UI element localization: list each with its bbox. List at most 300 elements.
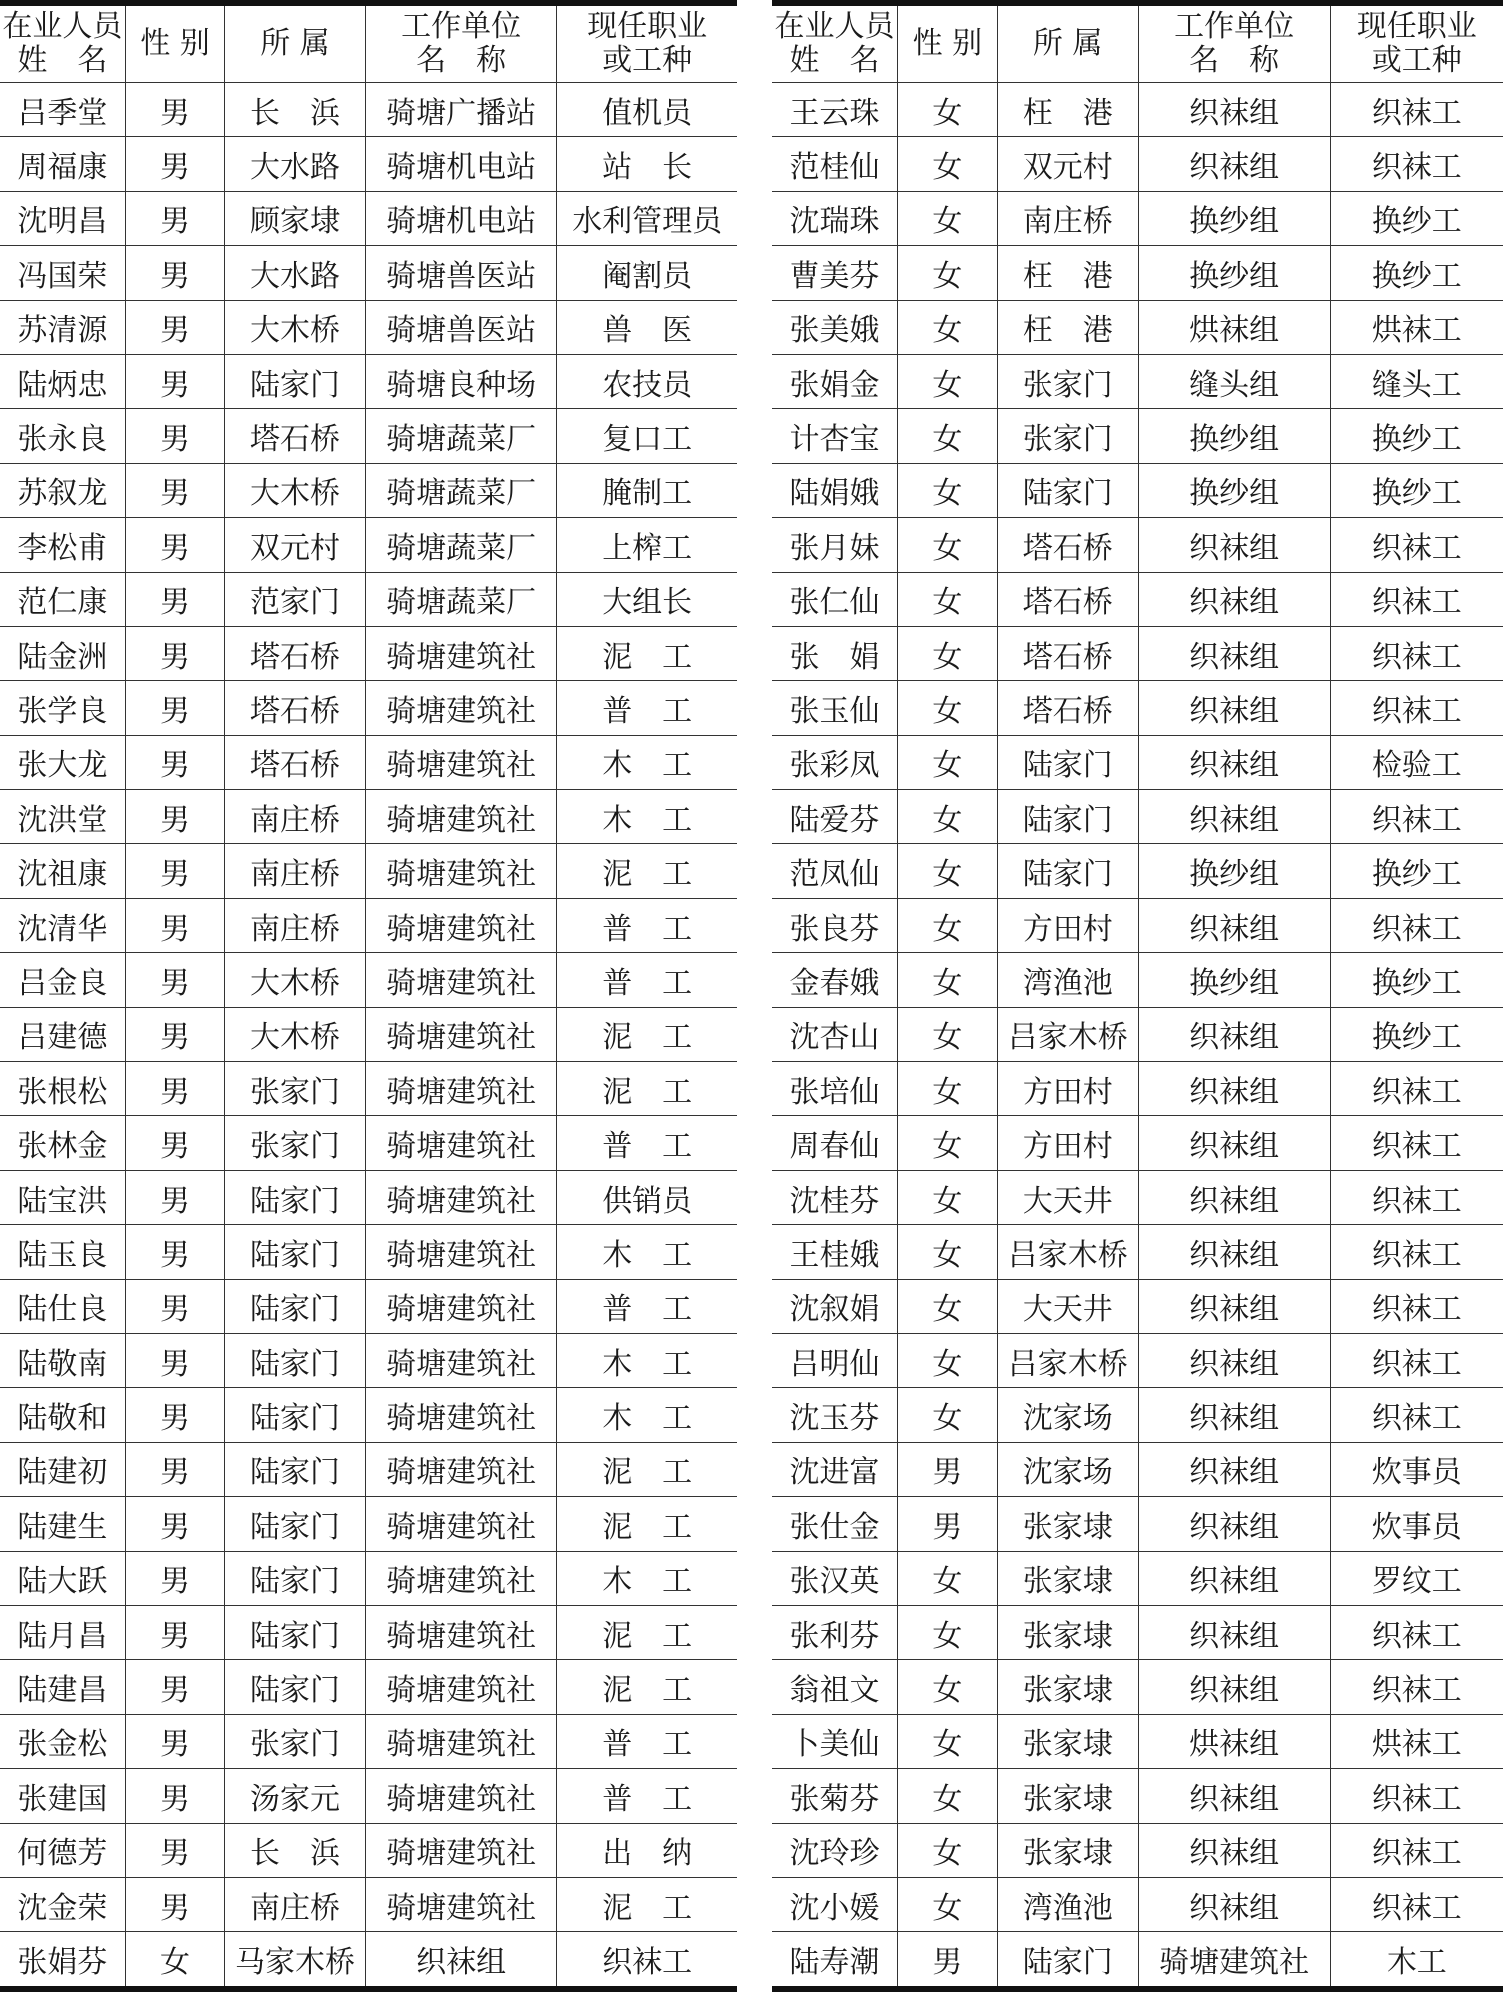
- gender-cell: 女: [897, 1769, 997, 1823]
- table-row: [772, 1605, 1503, 1659]
- name-cell: 沈杏山: [772, 1007, 897, 1061]
- name-cell: 曹美芬: [772, 246, 897, 300]
- workunit-cell: 骑塘建筑社: [365, 1877, 557, 1931]
- occupation-cell: 织袜工: [1330, 1605, 1503, 1659]
- name-cell: 沈洪堂: [0, 790, 125, 844]
- occupation-cell: 炊事员: [1330, 1442, 1503, 1496]
- name-cell: 张汉英: [772, 1551, 897, 1605]
- occupation-cell: 水利管理员: [557, 191, 737, 245]
- origin-cell: 张家门: [997, 354, 1138, 408]
- origin-cell: 双元村: [225, 518, 366, 572]
- name-cell: 张利芬: [772, 1605, 897, 1659]
- workunit-cell: 织袜组: [1138, 1551, 1330, 1605]
- table-row: [772, 1062, 1503, 1116]
- occupation-cell: 泥 工: [557, 1062, 737, 1116]
- occupation-cell: 木 工: [557, 790, 737, 844]
- gender-cell: 女: [897, 1007, 997, 1061]
- workunit-cell: 骑塘蔬菜厂: [365, 409, 557, 463]
- table-row: [772, 1442, 1503, 1496]
- table-row: [772, 953, 1503, 1007]
- workunit-cell: 骑塘建筑社: [365, 1714, 557, 1768]
- workunit-cell: 烘袜组: [1138, 300, 1330, 354]
- occupation-cell: 泥 工: [557, 626, 737, 680]
- workunit-cell: 骑塘良种场: [365, 354, 557, 408]
- header-workunit: [1138, 3, 1330, 83]
- workunit-cell: 骑塘机电站: [365, 137, 557, 191]
- occupation-cell: 泥 工: [557, 1442, 737, 1496]
- workunit-cell: 换纱组: [1138, 409, 1330, 463]
- gender-cell: 男: [897, 1442, 997, 1496]
- table-row: [0, 1551, 737, 1605]
- origin-cell: 塔石桥: [997, 626, 1138, 680]
- origin-cell: 方田村: [997, 1116, 1138, 1170]
- occupation-cell: 泥 工: [557, 1877, 737, 1931]
- occupation-cell: 换纱工: [1330, 953, 1503, 1007]
- occupation-cell: 织袜工: [1330, 572, 1503, 626]
- gender-cell: 男: [125, 1605, 225, 1659]
- workunit-cell: 烘袜组: [1138, 1714, 1330, 1768]
- header-workunit: [365, 3, 557, 83]
- gender-cell: 男: [125, 1116, 225, 1170]
- name-cell: 张金松: [0, 1714, 125, 1768]
- table-row: [0, 626, 737, 680]
- workunit-cell: 骑塘建筑社: [365, 953, 557, 1007]
- rows-left: [0, 83, 737, 1989]
- workunit-cell: 骑塘兽医站: [365, 246, 557, 300]
- workunit-cell: 骑塘建筑社: [365, 681, 557, 735]
- name-cell: 张根松: [0, 1062, 125, 1116]
- table-row: [0, 681, 737, 735]
- table-row: [0, 354, 737, 408]
- name-cell: 张美娥: [772, 300, 897, 354]
- origin-cell: 塔石桥: [225, 681, 366, 735]
- workunit-cell: 织袜组: [1138, 1497, 1330, 1551]
- gender-cell: 男: [125, 300, 225, 354]
- workunit-cell: 骑塘建筑社: [365, 1333, 557, 1387]
- header-line: 性 别: [912, 26, 983, 61]
- gender-cell: 女: [897, 409, 997, 463]
- occupation-cell: 织袜工: [1330, 83, 1503, 137]
- name-cell: 沈金荣: [0, 1877, 125, 1931]
- name-cell: 翁祖文: [772, 1660, 897, 1714]
- name-cell: 张大龙: [0, 735, 125, 789]
- name-cell: 沈叙娟: [772, 1279, 897, 1333]
- gender-cell: 女: [897, 1823, 997, 1877]
- origin-cell: 南庄桥: [997, 191, 1138, 245]
- occupation-cell: 腌制工: [557, 463, 737, 517]
- name-cell: 张建国: [0, 1769, 125, 1823]
- name-cell: 张 娟: [772, 626, 897, 680]
- name-cell: 陆娟娥: [772, 463, 897, 517]
- table-row: [0, 246, 737, 300]
- workunit-cell: 织袜组: [1138, 626, 1330, 680]
- workunit-cell: 织袜组: [1138, 1388, 1330, 1442]
- workunit-cell: 骑塘机电站: [365, 191, 557, 245]
- workunit-cell: 换纱组: [1138, 246, 1330, 300]
- origin-cell: 双元村: [997, 137, 1138, 191]
- occupation-cell: 换纱工: [1330, 463, 1503, 517]
- origin-cell: 湾渔池: [997, 1877, 1138, 1931]
- workunit-cell: 织袜组: [1138, 83, 1330, 137]
- origin-cell: 沈家场: [997, 1388, 1138, 1442]
- name-cell: 张彩凤: [772, 735, 897, 789]
- table-row: [772, 844, 1503, 898]
- occupation-cell: 兽 医: [557, 300, 737, 354]
- header-line: 或工种: [602, 43, 693, 78]
- origin-cell: 枉 港: [997, 83, 1138, 137]
- workunit-cell: 骑塘广播站: [365, 83, 557, 137]
- occupation-cell: 泥 工: [557, 1497, 737, 1551]
- workunit-cell: 织袜组: [1138, 1225, 1330, 1279]
- name-cell: 陆月昌: [0, 1605, 125, 1659]
- table-row: [772, 1170, 1503, 1224]
- roster-table-left: [0, 0, 737, 1992]
- gender-cell: 男: [125, 1714, 225, 1768]
- origin-cell: 陆家门: [225, 1605, 366, 1659]
- gender-cell: 女: [897, 790, 997, 844]
- name-cell: 李松甫: [0, 518, 125, 572]
- workunit-cell: 骑塘建筑社: [365, 790, 557, 844]
- table-row: [0, 518, 737, 572]
- gender-cell: 男: [125, 463, 225, 517]
- origin-cell: 塔石桥: [225, 626, 366, 680]
- name-cell: 周福康: [0, 137, 125, 191]
- table-row: [772, 1333, 1503, 1387]
- occupation-cell: 织袜工: [1330, 681, 1503, 735]
- origin-cell: 大天井: [997, 1279, 1138, 1333]
- workunit-cell: 骑塘建筑社: [365, 1388, 557, 1442]
- gender-cell: 男: [125, 137, 225, 191]
- occupation-cell: 织袜工: [1330, 1823, 1503, 1877]
- table-row: [772, 1714, 1503, 1768]
- occupation-cell: 站 长: [557, 137, 737, 191]
- occupation-cell: 木工: [1330, 1932, 1503, 1989]
- table-row: [772, 409, 1503, 463]
- table-row: [772, 1116, 1503, 1170]
- gender-cell: 男: [125, 1660, 225, 1714]
- occupation-cell: 织袜工: [1330, 626, 1503, 680]
- name-cell: 张林金: [0, 1116, 125, 1170]
- name-cell: 冯国荣: [0, 246, 125, 300]
- origin-cell: 张家门: [997, 409, 1138, 463]
- table-row: [0, 1333, 737, 1387]
- gender-cell: 女: [897, 354, 997, 408]
- table-row: [0, 1007, 737, 1061]
- header-line: 在业人员: [774, 9, 895, 44]
- name-cell: 陆金洲: [0, 626, 125, 680]
- gender-cell: 男: [125, 1170, 225, 1224]
- gender-cell: 女: [897, 1660, 997, 1714]
- workunit-cell: 骑塘蔬菜厂: [365, 572, 557, 626]
- gender-cell: 男: [125, 844, 225, 898]
- table-row: [772, 518, 1503, 572]
- origin-cell: 马家木桥: [225, 1932, 366, 1989]
- occupation-cell: 织袜工: [1330, 1225, 1503, 1279]
- gender-cell: 男: [125, 409, 225, 463]
- origin-cell: 陆家门: [225, 1279, 366, 1333]
- origin-cell: 陆家门: [997, 790, 1138, 844]
- gender-cell: 男: [125, 1007, 225, 1061]
- occupation-cell: 织袜工: [1330, 1877, 1503, 1931]
- origin-cell: 枉 港: [997, 246, 1138, 300]
- occupation-cell: 织袜工: [557, 1932, 737, 1989]
- header-origin: [225, 3, 366, 83]
- origin-cell: 吕家木桥: [997, 1333, 1138, 1387]
- workunit-cell: 织袜组: [1138, 1007, 1330, 1061]
- gender-cell: 女: [897, 300, 997, 354]
- occupation-cell: 烘袜工: [1330, 300, 1503, 354]
- name-cell: 沈瑞珠: [772, 191, 897, 245]
- origin-cell: 汤家元: [225, 1769, 366, 1823]
- gender-cell: 男: [897, 1932, 997, 1989]
- origin-cell: 塔石桥: [225, 409, 366, 463]
- origin-cell: 塔石桥: [997, 681, 1138, 735]
- name-cell: 陆大跃: [0, 1551, 125, 1605]
- table-row: [0, 790, 737, 844]
- gender-cell: 女: [897, 626, 997, 680]
- name-cell: 陆敬和: [0, 1388, 125, 1442]
- name-cell: 苏叙龙: [0, 463, 125, 517]
- table-row: [772, 1877, 1503, 1931]
- origin-cell: 范家门: [225, 572, 366, 626]
- header-line: 现任职业: [1356, 9, 1477, 44]
- workunit-cell: 骑塘建筑社: [365, 1551, 557, 1605]
- occupation-cell: 普 工: [557, 1714, 737, 1768]
- occupation-cell: 出 纳: [557, 1823, 737, 1877]
- occupation-cell: 木 工: [557, 1551, 737, 1605]
- table-row: [772, 300, 1503, 354]
- gender-cell: 女: [897, 953, 997, 1007]
- name-cell: 沈明昌: [0, 191, 125, 245]
- table-row: [0, 1932, 737, 1989]
- table-row: [772, 246, 1503, 300]
- occupation-cell: 换纱工: [1330, 246, 1503, 300]
- gender-cell: 女: [897, 1551, 997, 1605]
- gender-cell: 女: [897, 1388, 997, 1442]
- name-cell: 陆寿潮: [772, 1932, 897, 1989]
- origin-cell: 大天井: [997, 1170, 1138, 1224]
- gender-cell: 女: [897, 191, 997, 245]
- header-line: 所 属: [1032, 26, 1103, 61]
- workunit-cell: 换纱组: [1138, 463, 1330, 517]
- workunit-cell: 骑塘建筑社: [365, 1170, 557, 1224]
- workunit-cell: 织袜组: [1138, 1333, 1330, 1387]
- name-cell: 张娟金: [772, 354, 897, 408]
- header-line: 性 别: [140, 26, 210, 61]
- name-cell: 周春仙: [772, 1116, 897, 1170]
- occupation-cell: 织袜工: [1330, 790, 1503, 844]
- gender-cell: 男: [125, 1062, 225, 1116]
- origin-cell: 陆家门: [225, 1225, 366, 1279]
- roster-table-right: [772, 0, 1503, 1992]
- table-row: [772, 1551, 1503, 1605]
- occupation-cell: 复口工: [557, 409, 737, 463]
- occupation-cell: 织袜工: [1330, 137, 1503, 191]
- origin-cell: 张家埭: [997, 1497, 1138, 1551]
- gender-cell: 男: [125, 354, 225, 408]
- gender-cell: 男: [125, 1279, 225, 1333]
- occupation-cell: 泥 工: [557, 1007, 737, 1061]
- table-row: [0, 1714, 737, 1768]
- name-cell: 沈玉芬: [772, 1388, 897, 1442]
- gender-cell: 女: [897, 1333, 997, 1387]
- workunit-cell: 织袜组: [1138, 518, 1330, 572]
- workunit-cell: 骑塘建筑社: [365, 1007, 557, 1061]
- header-line: 或工种: [1371, 43, 1462, 78]
- header-line: 所 属: [260, 26, 330, 61]
- header-occupation: [1330, 3, 1503, 83]
- name-cell: 沈玲珍: [772, 1823, 897, 1877]
- occupation-cell: 泥 工: [557, 1660, 737, 1714]
- name-cell: 苏清源: [0, 300, 125, 354]
- occupation-cell: 阉割员: [557, 246, 737, 300]
- workunit-cell: 骑塘建筑社: [365, 735, 557, 789]
- origin-cell: 陆家门: [225, 1442, 366, 1496]
- occupation-cell: 木 工: [557, 1333, 737, 1387]
- gender-cell: 男: [125, 83, 225, 137]
- gender-cell: 男: [125, 735, 225, 789]
- origin-cell: 大木桥: [225, 463, 366, 517]
- gender-cell: 男: [125, 1388, 225, 1442]
- table-row: [0, 1823, 737, 1877]
- name-cell: 王云珠: [772, 83, 897, 137]
- origin-cell: 张家门: [225, 1062, 366, 1116]
- table-row: [772, 735, 1503, 789]
- origin-cell: 湾渔池: [997, 953, 1138, 1007]
- workunit-cell: 骑塘建筑社: [365, 1116, 557, 1170]
- workunit-cell: 织袜组: [1138, 137, 1330, 191]
- table-row: [0, 735, 737, 789]
- occupation-cell: 普 工: [557, 1116, 737, 1170]
- origin-cell: 南庄桥: [225, 844, 366, 898]
- origin-cell: 陆家门: [225, 1388, 366, 1442]
- name-cell: 金春娥: [772, 953, 897, 1007]
- occupation-cell: 值机员: [557, 83, 737, 137]
- gender-cell: 女: [897, 1714, 997, 1768]
- origin-cell: 陆家门: [225, 1333, 366, 1387]
- workunit-cell: 换纱组: [1138, 191, 1330, 245]
- name-cell: 陆炳忠: [0, 354, 125, 408]
- table-row: [772, 1497, 1503, 1551]
- table-row: [0, 1497, 737, 1551]
- gender-cell: 男: [125, 191, 225, 245]
- workunit-cell: 骑塘建筑社: [365, 1279, 557, 1333]
- name-cell: 沈小媛: [772, 1877, 897, 1931]
- gender-cell: 女: [897, 518, 997, 572]
- gender-cell: 女: [897, 246, 997, 300]
- table-row: [0, 1605, 737, 1659]
- origin-cell: 陆家门: [225, 354, 366, 408]
- occupation-cell: 换纱工: [1330, 844, 1503, 898]
- rows-right: [772, 83, 1503, 1989]
- name-cell: 陆宝洪: [0, 1170, 125, 1224]
- origin-cell: 陆家门: [997, 1932, 1138, 1989]
- gender-cell: 女: [897, 137, 997, 191]
- workunit-cell: 织袜组: [1138, 790, 1330, 844]
- origin-cell: 陆家门: [997, 463, 1138, 517]
- table-row: [0, 83, 737, 137]
- gender-cell: 男: [125, 246, 225, 300]
- workunit-cell: 骑塘建筑社: [365, 626, 557, 680]
- gender-cell: 女: [897, 735, 997, 789]
- table-row: [0, 844, 737, 898]
- table-row: [0, 953, 737, 1007]
- table-row: [772, 1279, 1503, 1333]
- name-cell: 陆仕良: [0, 1279, 125, 1333]
- gender-cell: 男: [125, 953, 225, 1007]
- name-cell: 张菊芬: [772, 1769, 897, 1823]
- origin-cell: 大木桥: [225, 1007, 366, 1061]
- workunit-cell: 骑塘建筑社: [1138, 1932, 1330, 1989]
- occupation-cell: 织袜工: [1330, 1062, 1503, 1116]
- header-line: 名 称: [416, 43, 507, 78]
- table-row: [0, 1442, 737, 1496]
- name-cell: 吕建德: [0, 1007, 125, 1061]
- table-row: [772, 572, 1503, 626]
- workunit-cell: 织袜组: [1138, 1279, 1330, 1333]
- gender-cell: 男: [125, 790, 225, 844]
- origin-cell: 陆家门: [225, 1551, 366, 1605]
- header-name: [772, 3, 897, 83]
- occupation-cell: 普 工: [557, 953, 737, 1007]
- name-cell: 张培仙: [772, 1062, 897, 1116]
- workunit-cell: 织袜组: [1138, 1116, 1330, 1170]
- header-origin: [997, 3, 1138, 83]
- table-row: [772, 1225, 1503, 1279]
- workunit-cell: 骑塘建筑社: [365, 1062, 557, 1116]
- occupation-cell: 织袜工: [1330, 1660, 1503, 1714]
- table-row: [0, 898, 737, 952]
- table-row: [0, 409, 737, 463]
- origin-cell: 大水路: [225, 137, 366, 191]
- gender-cell: 女: [897, 1170, 997, 1224]
- origin-cell: 塔石桥: [225, 735, 366, 789]
- workunit-cell: 织袜组: [1138, 1823, 1330, 1877]
- origin-cell: 大木桥: [225, 300, 366, 354]
- workunit-cell: 织袜组: [1138, 1660, 1330, 1714]
- origin-cell: 张家埭: [997, 1714, 1138, 1768]
- name-cell: 范凤仙: [772, 844, 897, 898]
- name-cell: 陆建初: [0, 1442, 125, 1496]
- header-line: 名 称: [1189, 43, 1280, 78]
- name-cell: 何德芳: [0, 1823, 125, 1877]
- occupation-cell: 上榨工: [557, 518, 737, 572]
- occupation-cell: 普 工: [557, 898, 737, 952]
- origin-cell: 塔石桥: [997, 518, 1138, 572]
- header-line: 现任职业: [587, 9, 708, 44]
- occupation-cell: 织袜工: [1330, 1333, 1503, 1387]
- workunit-cell: 骑塘建筑社: [365, 1442, 557, 1496]
- table-row: [0, 463, 737, 517]
- origin-cell: 陆家门: [997, 844, 1138, 898]
- workunit-cell: 织袜组: [1138, 681, 1330, 735]
- table-row: [772, 898, 1503, 952]
- gender-cell: 女: [897, 1605, 997, 1659]
- table-row: [772, 191, 1503, 245]
- table-row: [0, 1279, 737, 1333]
- workunit-cell: 织袜组: [365, 1932, 557, 1989]
- table-row: [0, 300, 737, 354]
- origin-cell: 方田村: [997, 898, 1138, 952]
- gender-cell: 男: [125, 626, 225, 680]
- table-row: [772, 1769, 1503, 1823]
- workunit-cell: 骑塘建筑社: [365, 1769, 557, 1823]
- name-cell: 张仕金: [772, 1497, 897, 1551]
- name-cell: 沈祖康: [0, 844, 125, 898]
- workunit-cell: 织袜组: [1138, 1605, 1330, 1659]
- header-name: [0, 3, 125, 83]
- name-cell: 张学良: [0, 681, 125, 735]
